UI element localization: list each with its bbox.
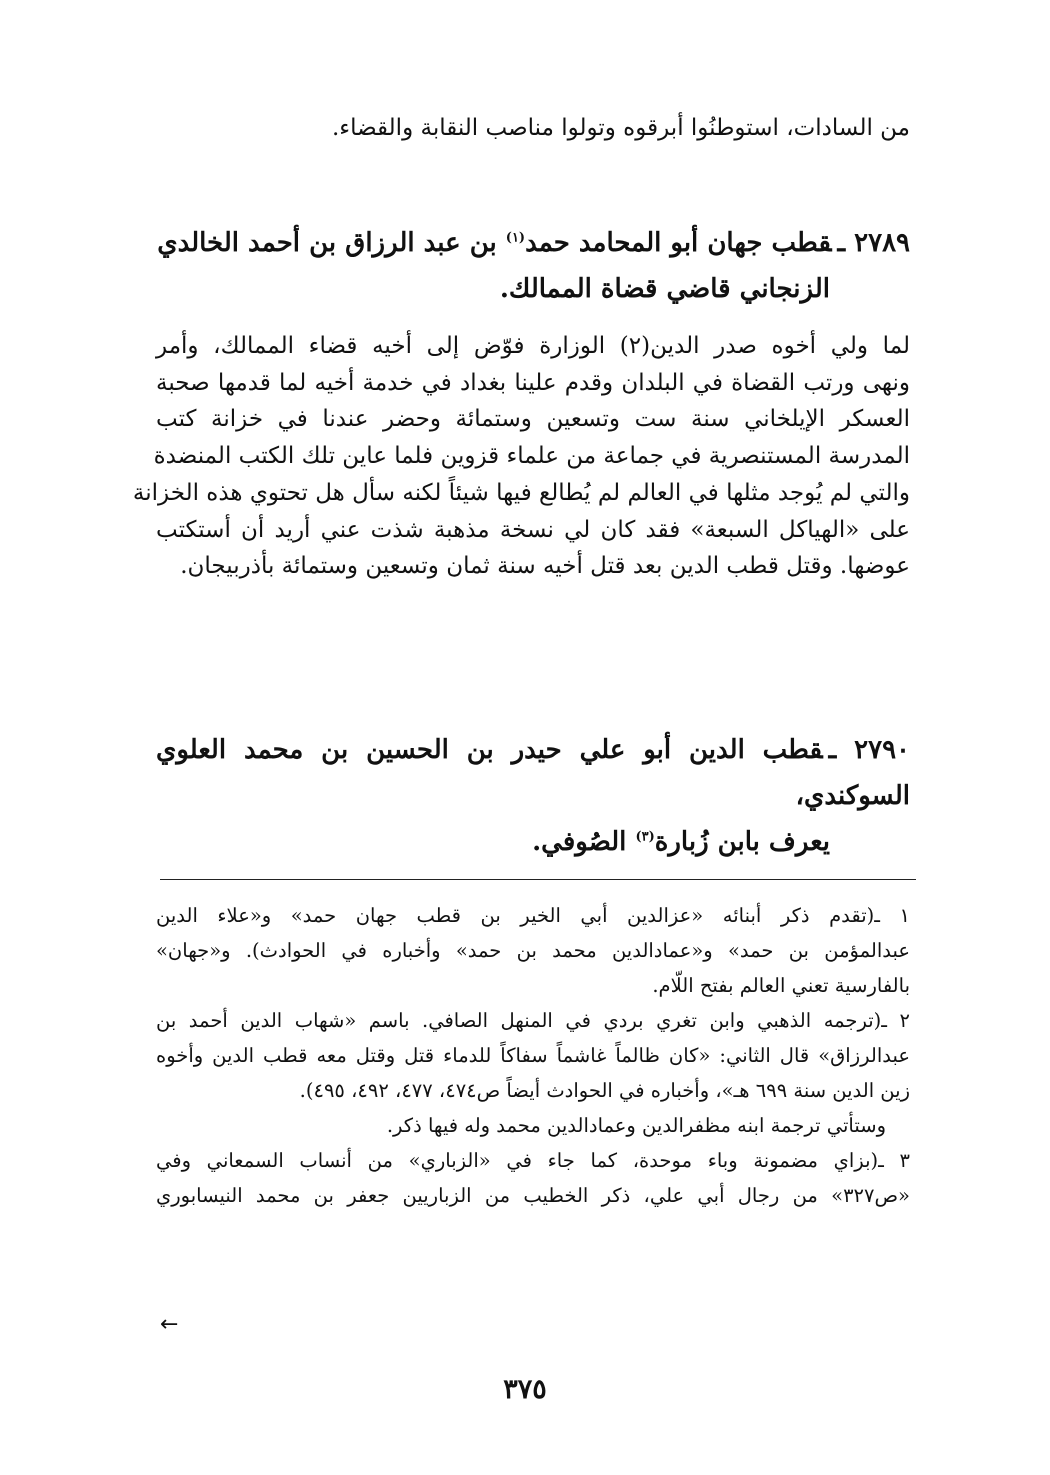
entry-2790-title xyxy=(156,727,910,865)
entry-title-text: قطب جهان أبو المحامد حمد xyxy=(525,228,832,258)
entry-number: ٢٧٩٠ ـ xyxy=(828,735,911,765)
intro-line: من السادات، استوطنُوا أبرقوه وتولوا مناصب النقابة والقضاء. xyxy=(331,115,910,141)
footnote-ref[interactable]: (١) xyxy=(505,230,526,246)
entry-2789-body xyxy=(132,328,910,585)
body-line: ونهى ورتب القضاة في البلدان وقدم علينا بغداد في خدمة أخيه لما قدمها صحبة xyxy=(156,369,910,396)
footnote-line: وستأتي ترجمة ابنه مظفرالدين وعمادالدين محمد وله فيها ذكر. xyxy=(386,1114,886,1137)
footnote-line: ١ ـ(تقدم ذكر أبنائه «عزالدين أبي الخير بن قطب جهان حمد» و«علاء الدين xyxy=(156,904,910,927)
entry-title-continuation xyxy=(156,819,910,865)
body-line: عوضها. وقتل قطب الدين بعد قتل أخيه سنة ثمان وتسعين وستمائة بأذربيجان. xyxy=(180,553,910,580)
footnotes xyxy=(156,898,910,1213)
body-line: المدرسة المستنصرية في جماعة من علماء قزوين فلما عاين تلك الكتب المنضدة xyxy=(153,443,910,470)
footnote-line: ٢ ـ(ترجمه الذهبي وابن تغري بردي في المنهل الصافي. باسم «شهاب الدين أحمد بن xyxy=(156,1009,910,1032)
footnote-ref[interactable]: (٣) xyxy=(635,829,655,845)
entry-title-continuation: الزنجاني قاضي قضاة الممالك. xyxy=(499,274,830,304)
body-line: العسكر الإيلخاني سنة ست وتسعين وستمائة وحضر عندنا في خزانة كتب xyxy=(156,406,910,433)
page-number: ٣٧٥ xyxy=(503,1374,547,1405)
entry-title-text: يعرف بابن زُبارة xyxy=(654,827,830,857)
entry-2789-title xyxy=(156,220,910,312)
body-line: لما ولي أخوه صدر الدين(٢) الوزارة فوّض إلى أخيه قضاء الممالك، وأمر xyxy=(156,333,910,359)
entry-number: ٢٧٨٩ ـ xyxy=(837,228,910,258)
entry-title-text: الصُوفي. xyxy=(532,827,636,857)
footnote-divider xyxy=(160,879,916,880)
footnote-line: «ص٣٢٧» من رجال أبي علي، ذكر الخطيب من الزباريين جعفر بن محمد النيسابوري xyxy=(156,1184,910,1207)
footnote-line: بالفارسية تعني العالم بفتح اللّام. xyxy=(652,974,910,997)
entry-title-text: قطب الدين أبو علي حيدر بن الحسين بن محمد العلوي السوكندي، xyxy=(156,735,910,811)
footnote-line: زين الدين سنة ٦٩٩ هـ»، وأخباره في الحوادث أيضاً ص٤٧٤، ٤٧٧، ٤٩٢، ٤٩٥). xyxy=(299,1079,910,1102)
body-line: على «الهياكل السبعة» فقد كان لي نسخة مذهبة شذت عني أريد أن أستكتب xyxy=(156,516,910,543)
body-line: والتي لم يُوجد مثلها في العالم لم يُطالع فيها شيئاً لكنه سأل هل تحتوي هذه الخزانة xyxy=(132,479,910,506)
footnote-line: عبدالمؤمن بن حمد» و«عمادالدين محمد بن حمد» وأخباره في الحوادث). و«جهان» xyxy=(156,939,910,962)
continue-arrow-icon: ← xyxy=(160,1312,179,1337)
footnote-line: عبدالرزاق» قال الثاني: «كان ظالماً غاشماً سفاكاً للدماء قتل وقتل معه قطب الدين وأخوه xyxy=(156,1044,910,1067)
entry-title-text: بن عبد الرزاق بن أحمد الخالدي xyxy=(157,228,506,258)
footnote-line: ٣ ـ(بزاي مضمونة وباء موحدة، كما جاء في «الزباري» من أنساب السمعاني وفي xyxy=(156,1149,910,1172)
